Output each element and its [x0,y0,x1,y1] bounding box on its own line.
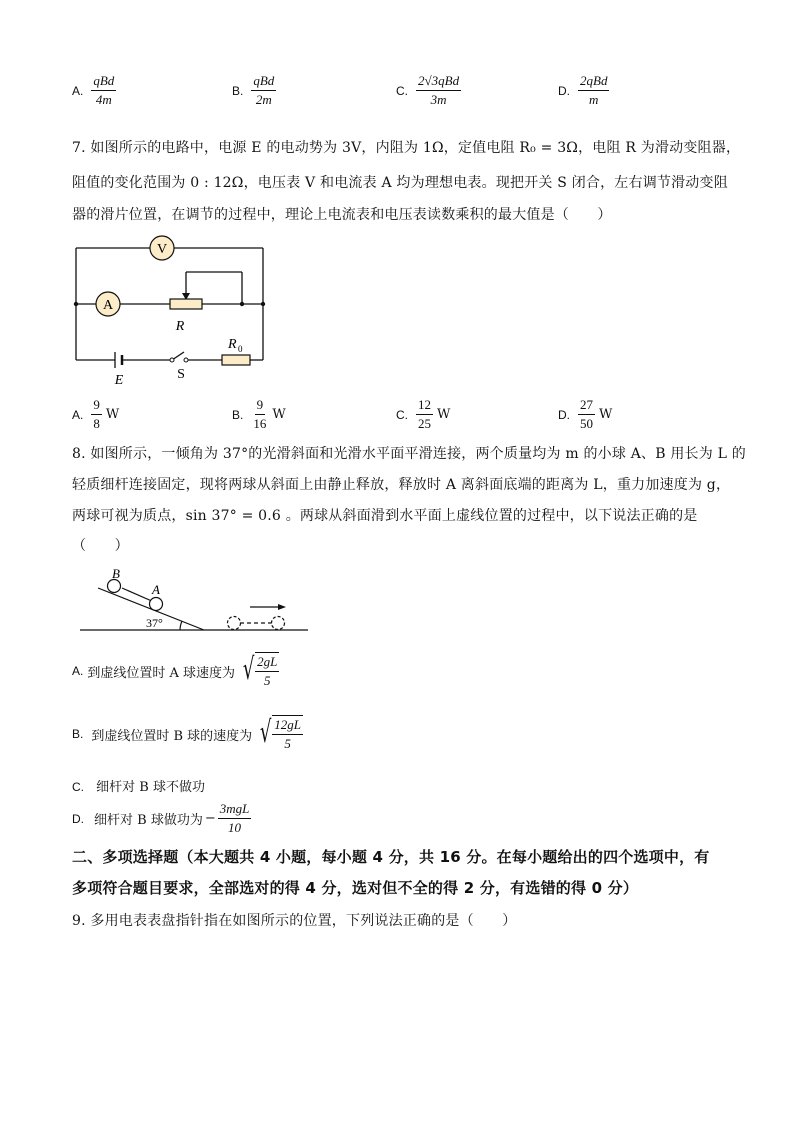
option-sign: − [204,811,216,826]
q6-option-d [558,72,609,109]
resistor-r0 [222,355,250,365]
junction-dot [74,302,78,306]
option-fraction: $\frac{\text{2√3qBd}}{3m}$ [418,73,460,107]
ball-a-label: A [152,582,160,597]
switch-contact [184,358,188,362]
q9-line-1: 9. 多用电表表盘指针指在如图所示的位置，下列说法正确的是（ ） [72,913,517,929]
q8-option-c [72,776,205,795]
resistor-subscript: 0 [238,344,243,354]
angle-arc [180,621,182,630]
q8-option-b [72,715,303,753]
option-fraction: $\frac{\text{qBd}}{2m}$ [253,73,275,107]
option-unit: W [599,407,613,422]
option-label: D. [558,83,570,98]
rheostat-label: R [175,319,185,334]
option-unit: W [272,407,286,422]
junction-dot [240,302,244,306]
ball-b [108,580,121,593]
option-label: A. [72,407,84,422]
angle-label: 37° [146,616,163,630]
section-2-heading-line-1: 二、多项选择题（本大题共 4 小题，每小题 4 分，共 16 分。在每小题给出的四个选项中，有 [72,848,710,866]
q8-line-4: （ ） [72,538,129,554]
ball-dashed-a [272,617,285,630]
radical-sign: √ [259,715,272,750]
option-text: 到虚线位置时 B 球的速度为 [91,728,253,744]
option-label: D. [558,407,570,422]
q7-option-d [558,396,612,433]
ball-b-label: B [112,566,120,581]
source-label: E [114,373,124,388]
switch-label: S [177,367,185,382]
q8-line-3: 两球可视为质点，sin 37° = 0.6 。两球从斜面滑到水平面上虚线位置的过程中，以下说法正确的是 [72,508,698,524]
option-label: B. [232,407,244,422]
radical-sign: √ [242,652,255,687]
rheostat-r [170,299,202,309]
q7-line-2: 阻值的变化范围为 0 : 12Ω，电压表 V 和电流表 A 均为理想电表。现把开关 S 闭合，左右调节滑动变阻 [72,175,728,191]
sqrt-expression: √ $\frac{12gL}{5}$ [259,715,302,751]
q7-option-b [232,396,286,433]
q8-option-a [72,652,279,690]
option-fraction: $\frac{27}{50}$ [580,397,593,431]
q8-line-2: 轻质细杆连接固定，现将两球从斜面上由静止释放，释放时 A 离斜面底端的距离为 L，重力加速度为 g， [72,477,731,493]
option-label: C. [396,83,408,98]
q8-option-d [72,800,251,837]
option-text: 到虚线位置时 A 球速度为 [87,665,235,681]
q8-line-1: 8. 如图所示，一倾角为 37°的光滑斜面和光滑水平面平滑连接，两个质量均为 m 的小球 A、B 用长为 L 的 [72,446,746,462]
option-fraction: $\frac{9}{8}$ [93,397,100,431]
q7-option-c [396,396,450,433]
resistor-label: R [228,337,237,352]
voltmeter-label: V [156,242,168,257]
q7-option-a [72,396,119,433]
option-fraction: $\frac{12}{25}$ [418,397,431,431]
option-label: A. [72,664,84,678]
ammeter-label: A [102,298,114,313]
q6-option-a [72,72,116,109]
velocity-arrow-icon [278,604,286,610]
q6-option-c [396,72,461,109]
option-label: C. [72,780,84,794]
option-text: 细杆对 B 球不做功 [96,780,205,795]
option-fraction: $\frac{\text{3mgL}}{10}$ [219,801,250,835]
option-label: B. [72,727,84,741]
switch-contact [170,358,174,362]
option-fraction: $\frac{9}{16}$ [253,397,267,431]
option-label: D. [72,811,84,826]
option-text: 细杆对 B 球做功为 [94,813,203,828]
option-label: A. [72,83,84,98]
option-unit: W [437,407,451,422]
q7-line-3: 器的滑片位置，在调节的过程中，理论上电流表和电压表读数乘积的最大值是（ ） [72,207,612,223]
option-unit: W [105,407,120,422]
ball-dashed-b [228,617,241,630]
incline-figure [76,566,316,636]
junction-dot [261,302,265,306]
q6-option-b [232,72,276,109]
q7-line-1: 7. 如图所示的电路中，电源 E 的电动势为 3V，内阻为 1Ω，定值电阻 R₀ = 3Ω，电阻 R 为滑动变阻器， [72,140,741,156]
circuit-diagram [60,232,280,392]
option-fraction: $\frac{\text{qBd}}{4m}$ [93,73,115,107]
option-label: B. [232,83,244,98]
option-fraction: $\frac{\text{2qBd}}{m}$ [580,73,608,107]
ball-a [150,598,163,611]
sqrt-expression: √ $\frac{2gL}{5}$ [242,652,278,688]
option-label: C. [396,407,408,422]
section-2-heading-line-2: 多项符合题目要求，全部选对的得 4 分，选对但不全的得 2 分，有选错的得 0 分） [72,879,639,897]
